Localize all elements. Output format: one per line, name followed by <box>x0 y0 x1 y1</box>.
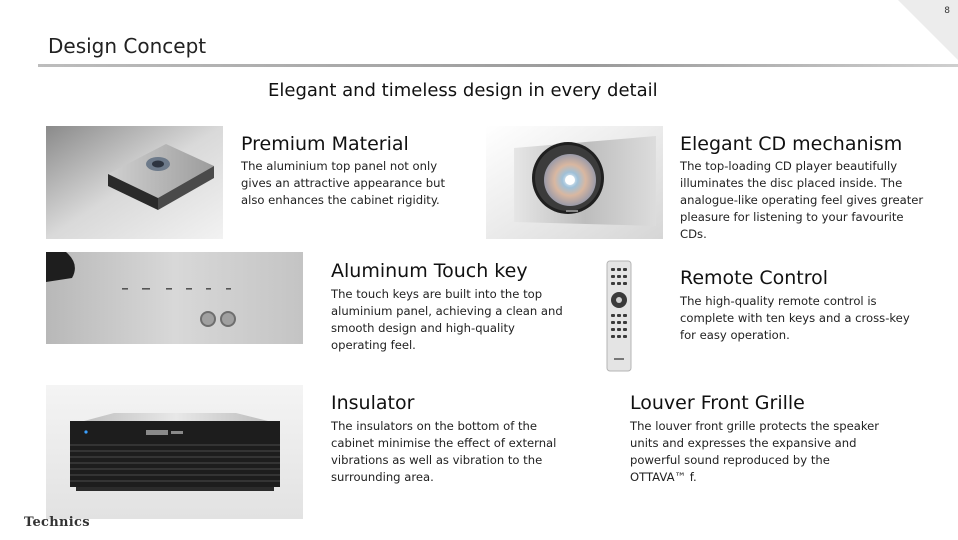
page-number: 8 <box>944 6 950 16</box>
page-title: Design Concept <box>48 34 207 58</box>
feature-heading-remote-control: Remote Control <box>680 267 829 289</box>
feature-heading-touch-key: Aluminum Touch key <box>331 260 528 282</box>
page-subtitle: Elegant and timeless design in every detail <box>268 80 658 101</box>
feature-text-cd-mechanism: The top-loading CD player beautifully illuminates the disc placed inside. The analogue-like operating feel gives greater pleasure for listening to your favourite CDs. <box>680 159 924 241</box>
touch-key-photo <box>46 252 303 344</box>
feature-heading-insulator: Insulator <box>331 392 415 414</box>
feature-text-touch-key: The touch keys are built into the top aluminium panel, achieving a clean and smooth design and high-quality operating feel. <box>331 287 563 352</box>
feature-text-louver-grille: The louver front grille protects the speaker units and expresses the expansive and powerful sound reproduced by the OTTAVA™ f. <box>630 419 880 484</box>
remote-control-photo <box>606 260 632 372</box>
feature-text-premium-material: The aluminium top panel not only gives an attractive appearance but also enhances the cabinet rigidity. <box>241 159 446 207</box>
feature-heading-premium-material: Premium Material <box>241 133 409 155</box>
unit-top-panel-photo <box>46 126 223 239</box>
feature-heading-louver-grille: Louver Front Grille <box>630 392 805 414</box>
unit-front-photo <box>46 385 303 519</box>
cd-mechanism-photo <box>486 126 663 239</box>
feature-heading-cd-mechanism: Elegant CD mechanism <box>680 133 903 155</box>
technics-logo: Technics <box>24 515 90 530</box>
feature-text-remote-control: The high-quality remote control is complete with ten keys and a cross-key for easy operation. <box>680 294 910 342</box>
title-divider <box>38 64 958 67</box>
feature-text-insulator: The insulators on the bottom of the cabinet minimise the effect of external vibrations as well as vibration to the surrounding area. <box>331 419 557 484</box>
